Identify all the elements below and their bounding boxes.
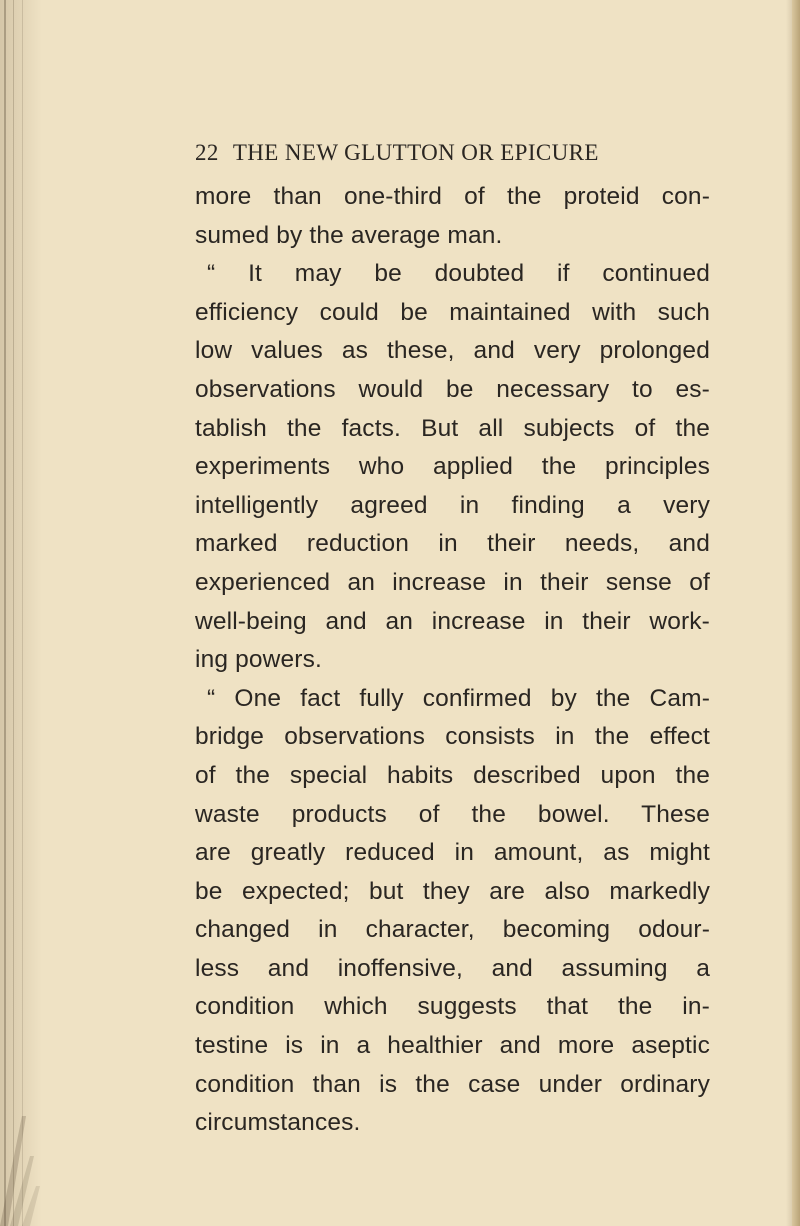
text-line: “ One fact fully confirmed by the Cam- bbox=[207, 684, 710, 712]
text-line: condition which suggests that the in- bbox=[195, 993, 710, 1021]
text-line: waste products of the bowel. These bbox=[195, 800, 710, 828]
text-line: well-being and an increase in their work- bbox=[195, 607, 710, 635]
page-corner-crease bbox=[0, 1116, 60, 1226]
running-title: THE NEW GLUTTON OR EPICURE bbox=[232, 140, 599, 165]
text-line: efficiency could be maintained with such bbox=[195, 298, 710, 326]
page-number: 22 bbox=[195, 140, 219, 165]
running-head bbox=[195, 140, 665, 170]
text-line: circumstances. bbox=[195, 1109, 361, 1137]
text-line: condition than is the case under ordinary bbox=[195, 1070, 710, 1098]
text-line: experiments who applied the principles bbox=[195, 453, 710, 481]
text-line: “ It may be doubted if continued bbox=[207, 260, 710, 288]
text-line: changed in character, becoming odour- bbox=[195, 916, 710, 944]
text-line: are greatly reduced in amount, as might bbox=[195, 839, 710, 867]
text-line: bridge observations consists in the effect bbox=[195, 723, 710, 751]
text-line: less and inoffensive, and assuming a bbox=[195, 954, 710, 982]
text-line: testine is in a healthier and more aseptic bbox=[195, 1032, 710, 1060]
text-line: marked reduction in their needs, and bbox=[195, 530, 710, 558]
text-line: intelligently agreed in finding a very bbox=[195, 491, 710, 519]
gutter-shadow bbox=[4, 0, 6, 1226]
text-line: be expected; but they are also markedly bbox=[195, 877, 710, 905]
text-line: observations would be necessary to es- bbox=[195, 375, 710, 403]
text-line: tablish the facts. But all subjects of the bbox=[195, 414, 710, 442]
body-text bbox=[195, 178, 710, 1143]
text-line: ing powers. bbox=[195, 646, 322, 674]
text-line: of the special habits described upon the bbox=[195, 761, 710, 789]
gutter-shadow bbox=[22, 0, 23, 1226]
page-edge bbox=[792, 0, 800, 1226]
text-line: low values as these, and very prolonged bbox=[195, 337, 710, 365]
text-line: more than one-third of the proteid con- bbox=[195, 183, 710, 210]
text-line: experienced an increase in their sense of bbox=[195, 568, 710, 596]
text-line: sumed by the average man. bbox=[195, 221, 503, 249]
gutter-shadow bbox=[13, 0, 14, 1226]
